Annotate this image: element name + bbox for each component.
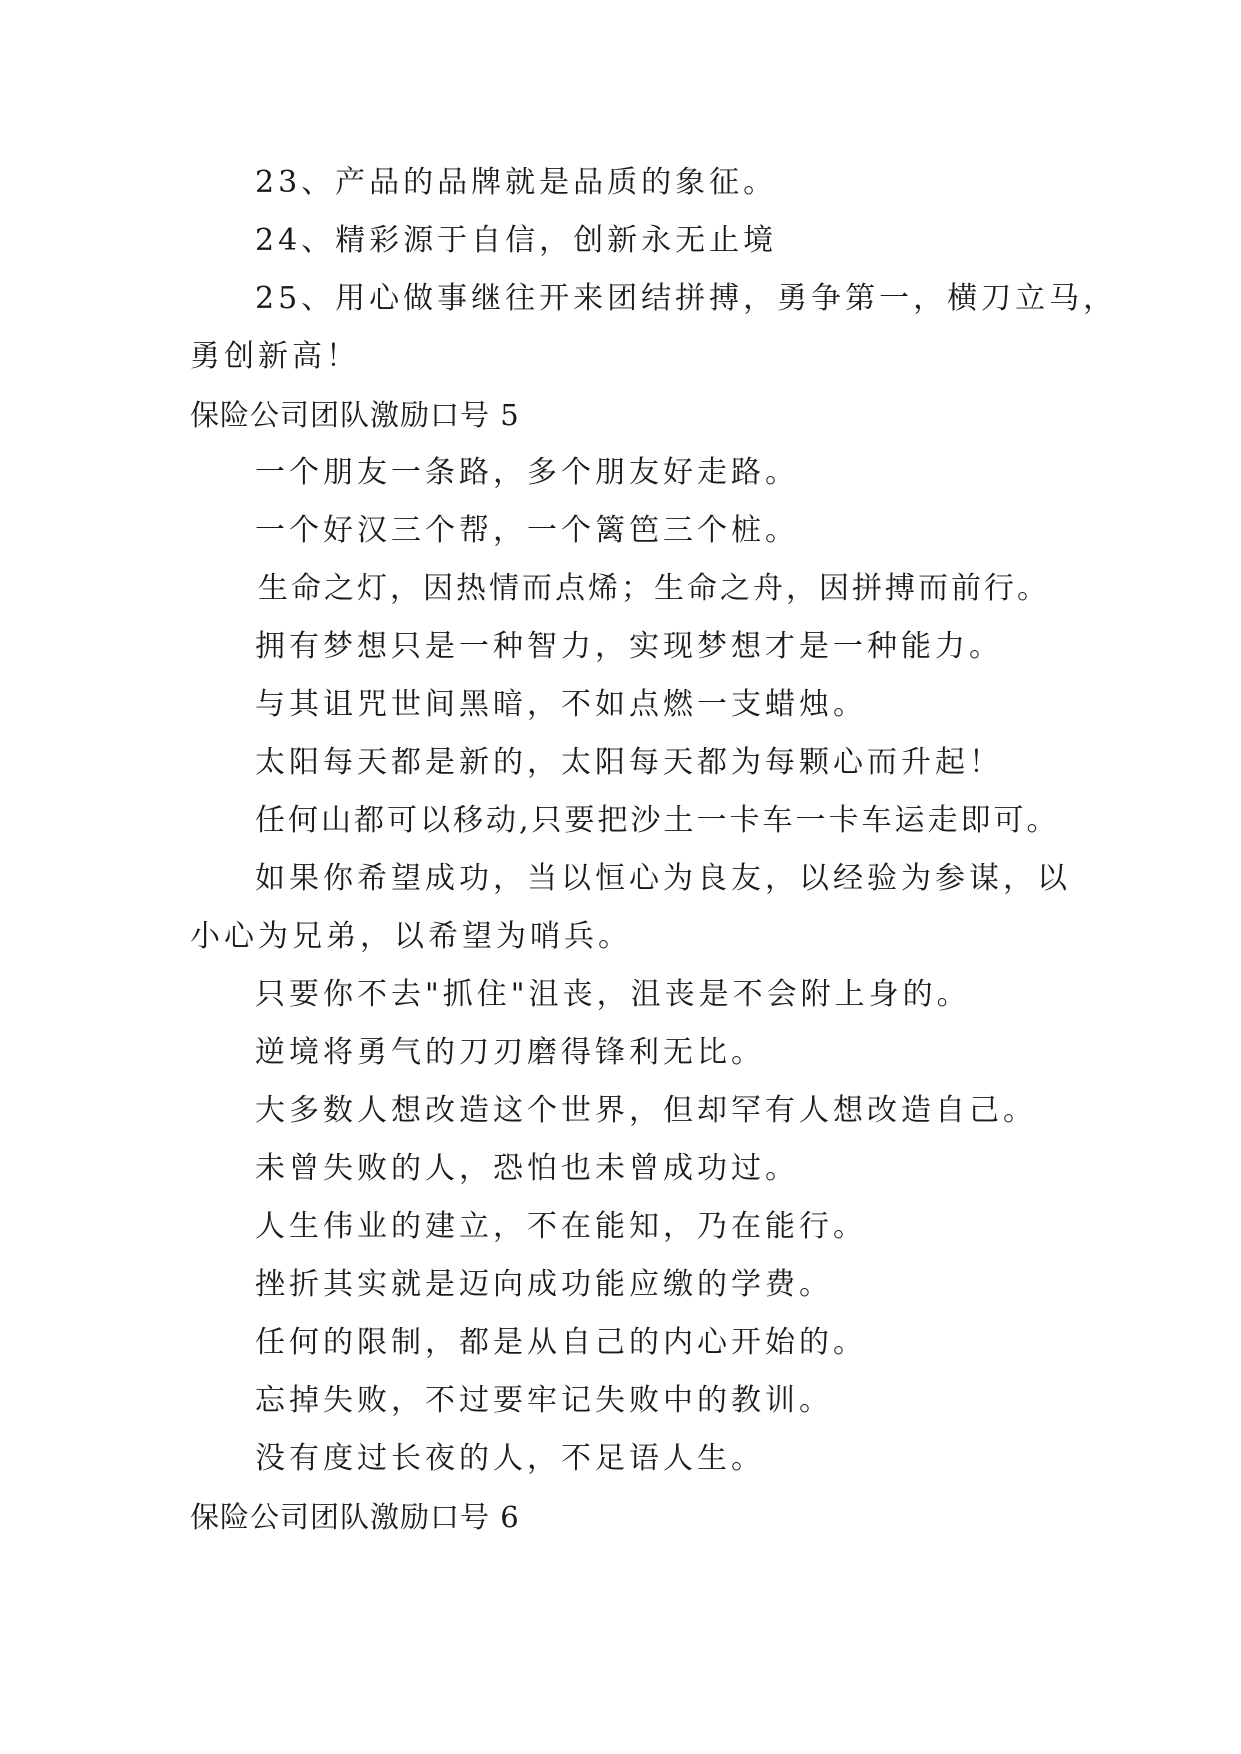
list-item: 没有度过长夜的人，不足语人生。	[255, 1441, 765, 1476]
list-item: 任何山都可以移动,只要把沙土一卡车一卡车运走即可。	[255, 803, 1060, 838]
list-item: 任何的限制，都是从自己的内心开始的。	[255, 1325, 867, 1360]
list-item: 生命之灯，因热情而点烯；生命之舟，因拼搏而前行。	[258, 571, 1050, 606]
list-item: 与其诅咒世间黑暗，不如点燃一支蜡烛。	[255, 687, 867, 722]
section-heading: 保险公司团队激励口号 6	[190, 1500, 520, 1534]
list-item: 24、精彩源于自信，创新永无止境	[255, 223, 778, 258]
list-item: 一个朋友一条路，多个朋友好走路。	[255, 455, 799, 490]
list-item: 拥有梦想只是一种智力，实现梦想才是一种能力。	[255, 629, 1003, 664]
list-item-continuation: 勇创新高！	[190, 339, 360, 374]
list-item: 太阳每天都是新的，太阳每天都为每颗心而升起！	[255, 745, 1003, 780]
list-item: 一个好汉三个帮，一个篱笆三个桩。	[255, 513, 799, 548]
list-item: 逆境将勇气的刀刃磨得锋利无比。	[255, 1035, 765, 1070]
list-item: 大多数人想改造这个世界，但却罕有人想改造自己。	[255, 1093, 1037, 1128]
list-item: 如果你希望成功，当以恒心为良友，以经验为参谋，以	[255, 861, 1071, 896]
list-item: 人生伟业的建立，不在能知，乃在能行。	[255, 1209, 867, 1244]
list-item: 忘掉失败，不过要牢记失败中的教训。	[255, 1383, 833, 1418]
section-heading: 保险公司团队激励口号 5	[190, 398, 520, 432]
list-item: 23、产品的品牌就是品质的象征。	[255, 165, 778, 200]
list-item: 只要你不去"抓住"沮丧，沮丧是不会附上身的。	[255, 977, 971, 1012]
list-item: 挫折其实就是迈向成功能应缴的学费。	[255, 1267, 833, 1302]
list-item: 25、用心做事继往开来团结拼搏，勇争第一，横刀立马，	[255, 281, 1118, 316]
list-item-continuation: 小心为兄弟，以希望为哨兵。	[190, 919, 632, 954]
list-item: 未曾失败的人，恐怕也未曾成功过。	[255, 1151, 799, 1186]
